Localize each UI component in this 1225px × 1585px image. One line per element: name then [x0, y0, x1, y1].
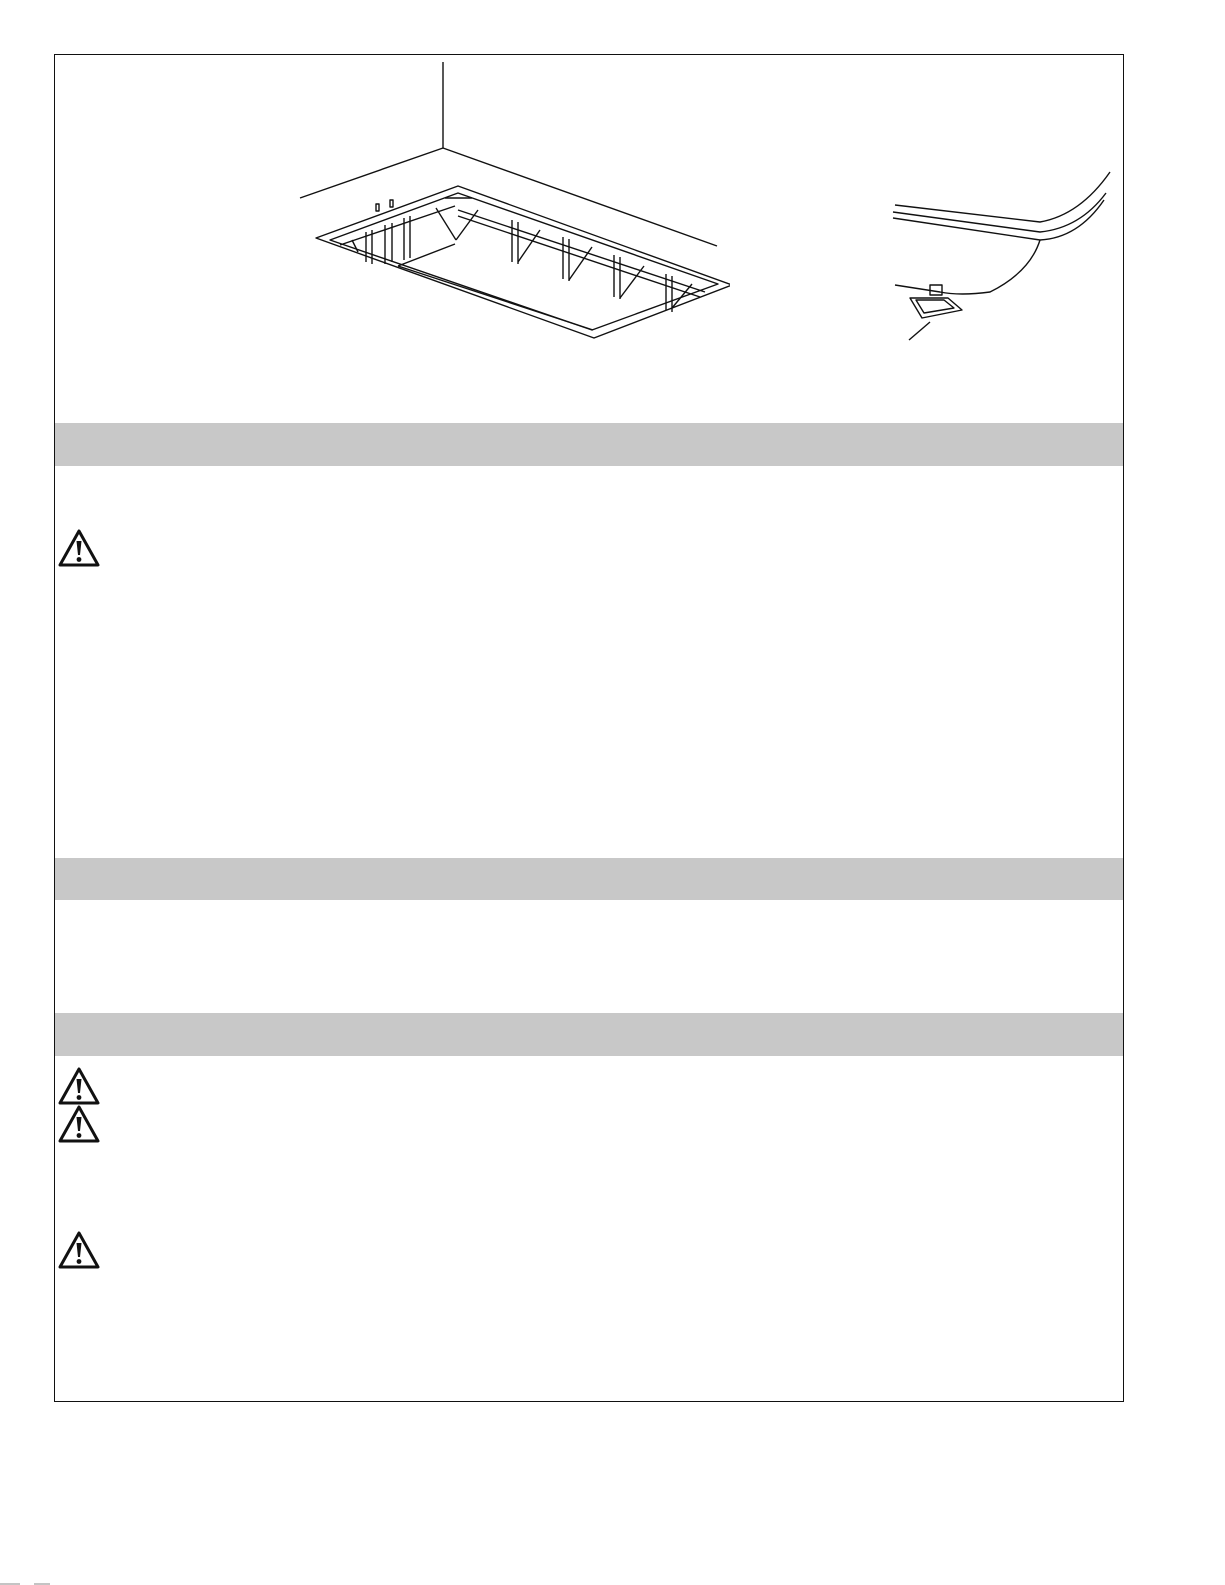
section-band-2 — [55, 858, 1123, 900]
warning-triangle-icon — [57, 1230, 101, 1270]
warning-triangle-icon — [57, 528, 101, 568]
floor-opening-framing-drawing — [290, 60, 730, 350]
warning-triangle-icon — [57, 1066, 101, 1106]
bath-foot-leveler-drawing — [885, 160, 1115, 350]
section-band-3 — [55, 1013, 1123, 1056]
warning-triangle-icon — [57, 1104, 101, 1144]
section-band-1 — [55, 423, 1123, 466]
cropped-footer-mark — [0, 1575, 60, 1585]
